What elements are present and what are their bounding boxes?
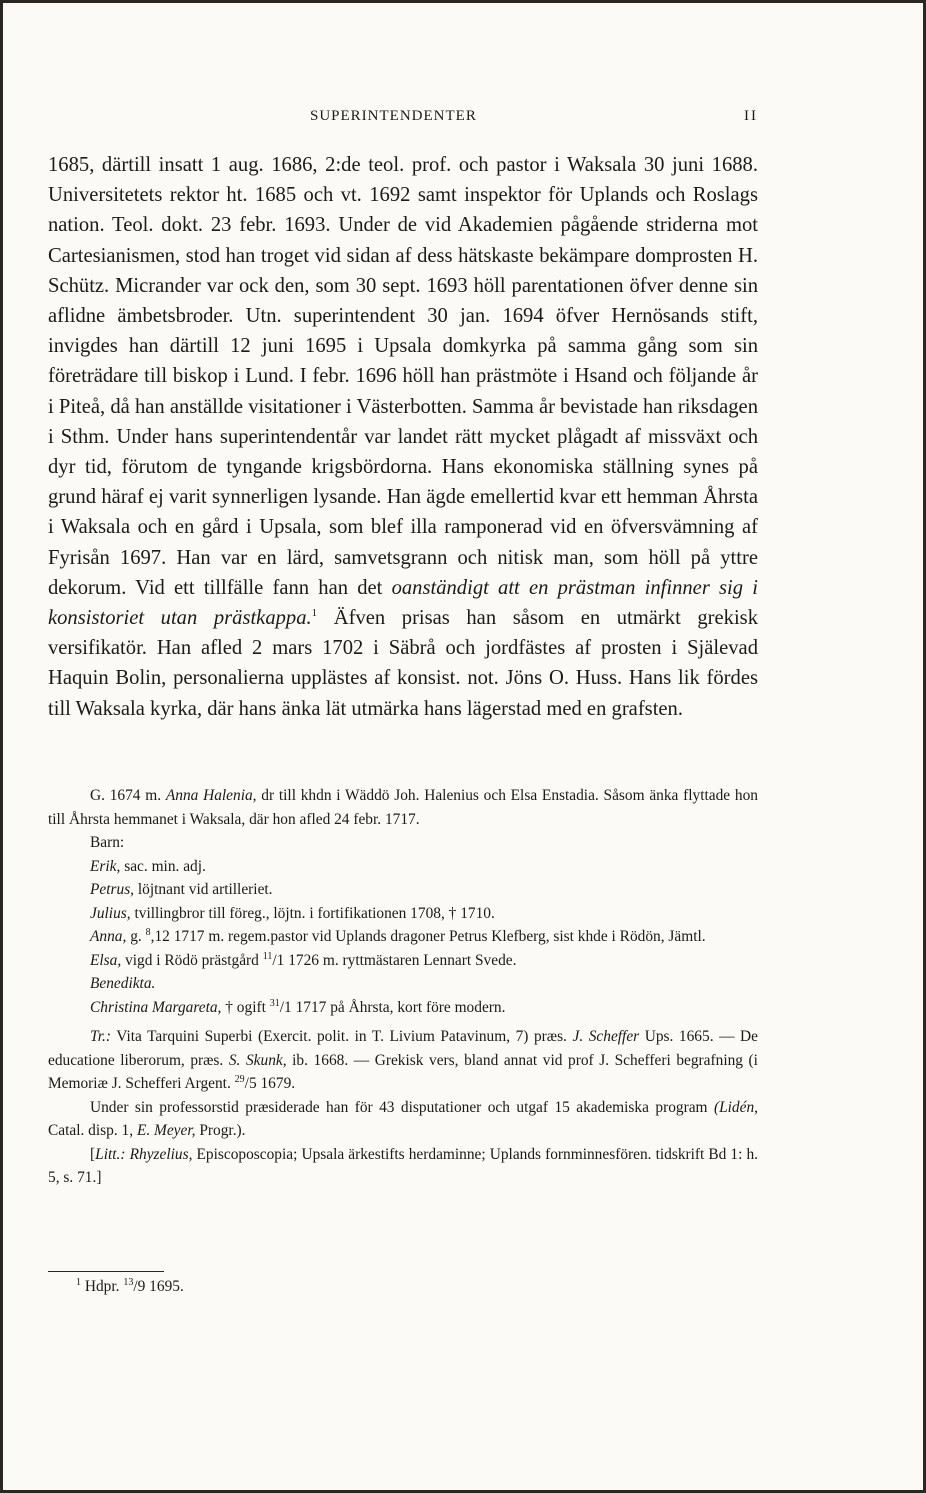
professor-entry: Under sin professorstid præsiderade han för 43 disputationer och utgaf 15 akademiska program (Lidén, Catal. disp. 1, E. Meyer, Progr.). [48,1098,758,1139]
child-entry: Julius, tvillingbror till föreg., löjtn. i fortifikationen 1708, † 1710. [90,904,495,922]
page-number: II [744,108,758,124]
quote: oanständigt att en prästman infinner sig i konsistoriet utan prästkappa. [48,576,758,630]
main-text-body: 1685, därtill insatt 1 aug. 1686, 2:de teol. prof. och pastor i Waksala 30 juni 1688. Universitetets rektor ht. 1685 och vt. 1692 samt inspektor för Uplands och Roslags nation. Teol. dokt. 23 febr. 1693. Under de vid Akademien pågående striderna mot Cartesianismen, stod han troget vid sidan af dess hätskaste bekämpare domprosten H. Schütz. Micrander var ock den, som 30 sept. 1693 höll parentationen öfver denne sin aflidne ämbetsbroder. Utn. superintendent 30 jan. 1694 öfver Hernösands stift, invigdes han därtill 12 juni 1695 i Upsala domkyrka på samma gång som sin företrädare till biskop i Lund. I febr. 1696 höll han prästmöte i Hsand och följande år i Piteå, då han anställde visitationer i Västerbotten. Samma år bevistade han riksdagen i Sthm. Under hans superintendentår var landet rätt mycket plågadt af missväxt och dyr tid, förutom de tyngande krigsbördorna. Hans ekonomiska ställning synes på grund häraf ej varit synnerligen lysande. Han ägde emellertid kvar ett hemman Åhrsta i Waksala och en gård i Upsala, som blef illa ramponerad vid en öfversvämning af Fyrisån 1697. Han var en lärd, samvetsgrann och nitisk man, som höll på yttre dekorum. Vid ett tillfälle fann han det [48,154,758,599]
child-entry: Anna, g. $^8$,12 1717 m. regem.pastor vid Uplands dragoner Petrus Klefberg, sist khde i Rödön, Jämtl. [90,926,706,945]
footnote-rule [48,1271,164,1272]
main-paragraph [48,150,758,724]
main-text-body-2: Äfven prisas han såsom en utmärkt grekisk versifikatör. Han afled 2 mars 1702 i Säbrå och jordfästes af prosten i Själevad Haquin Bolin, personalierna upplästes af konsist. not. Jöns O. Huss. Hans lik fördes till Waksala kyrka, där hans änka lät utmärka hans lägerstad med en grafsten. [48,607,758,720]
wife-name: Anna Halenia, [165,787,257,804]
running-title: SUPERINTENDENTER [310,108,477,124]
footnote-ref: 1 [311,607,318,620]
child-entry: Benedikta. [90,975,156,992]
marriage-entry: G. 1674 m. Anna Halenia, dr till khdn i Wäddö Joh. Halenius och Elsa Enstadia. Såsom änka flyttade hon till Åhrsta hemmanet i Waksala, där hon afled 24 febr. 1717. [48,787,758,828]
child-entry: Erik, sac. min. adj. [90,857,206,875]
footnote-marker: 1 [76,1276,81,1288]
child-entry: Christina Margareta, † ogift $^{31}$/1 1717 på Åhrsta, kort före modern. [90,997,506,1016]
children-heading: Barn: [90,834,125,851]
literature-entry: [Litt.: Rhyzelius, Episcoposcopia; Upsala ärkestifts herdaminne; Uplands fornminnesfören. tidskrift Bd 1: h. 5, s. 71.] [48,1145,758,1186]
footnote: $^1$ Hdpr. $^{13}$/9 1695. [76,1276,184,1295]
child-entry: Petrus, löjtnant vid artilleriet. [90,881,273,898]
family-section [48,784,758,1190]
running-header [48,108,758,130]
works-entry: Tr.: Vita Tarquini Superbi (Exercit. polit. in T. Livium Patavinum, 7) præs. J. Scheffer Ups. 1665. — De educatione liberorum, præs. S. Skunk, ib. 1668. — Grekisk vers, bland annat vid prof J. Schefferi begrafning (i Memoriæ J. Schefferi Argent. $^{29}$/5 1679. [48,1028,758,1092]
main-text [48,150,758,724]
child-entry: Elsa, vigd i Rödö prästgård $^{11}$/1 1726 m. ryttmästaren Lennart Svede. [90,950,517,969]
